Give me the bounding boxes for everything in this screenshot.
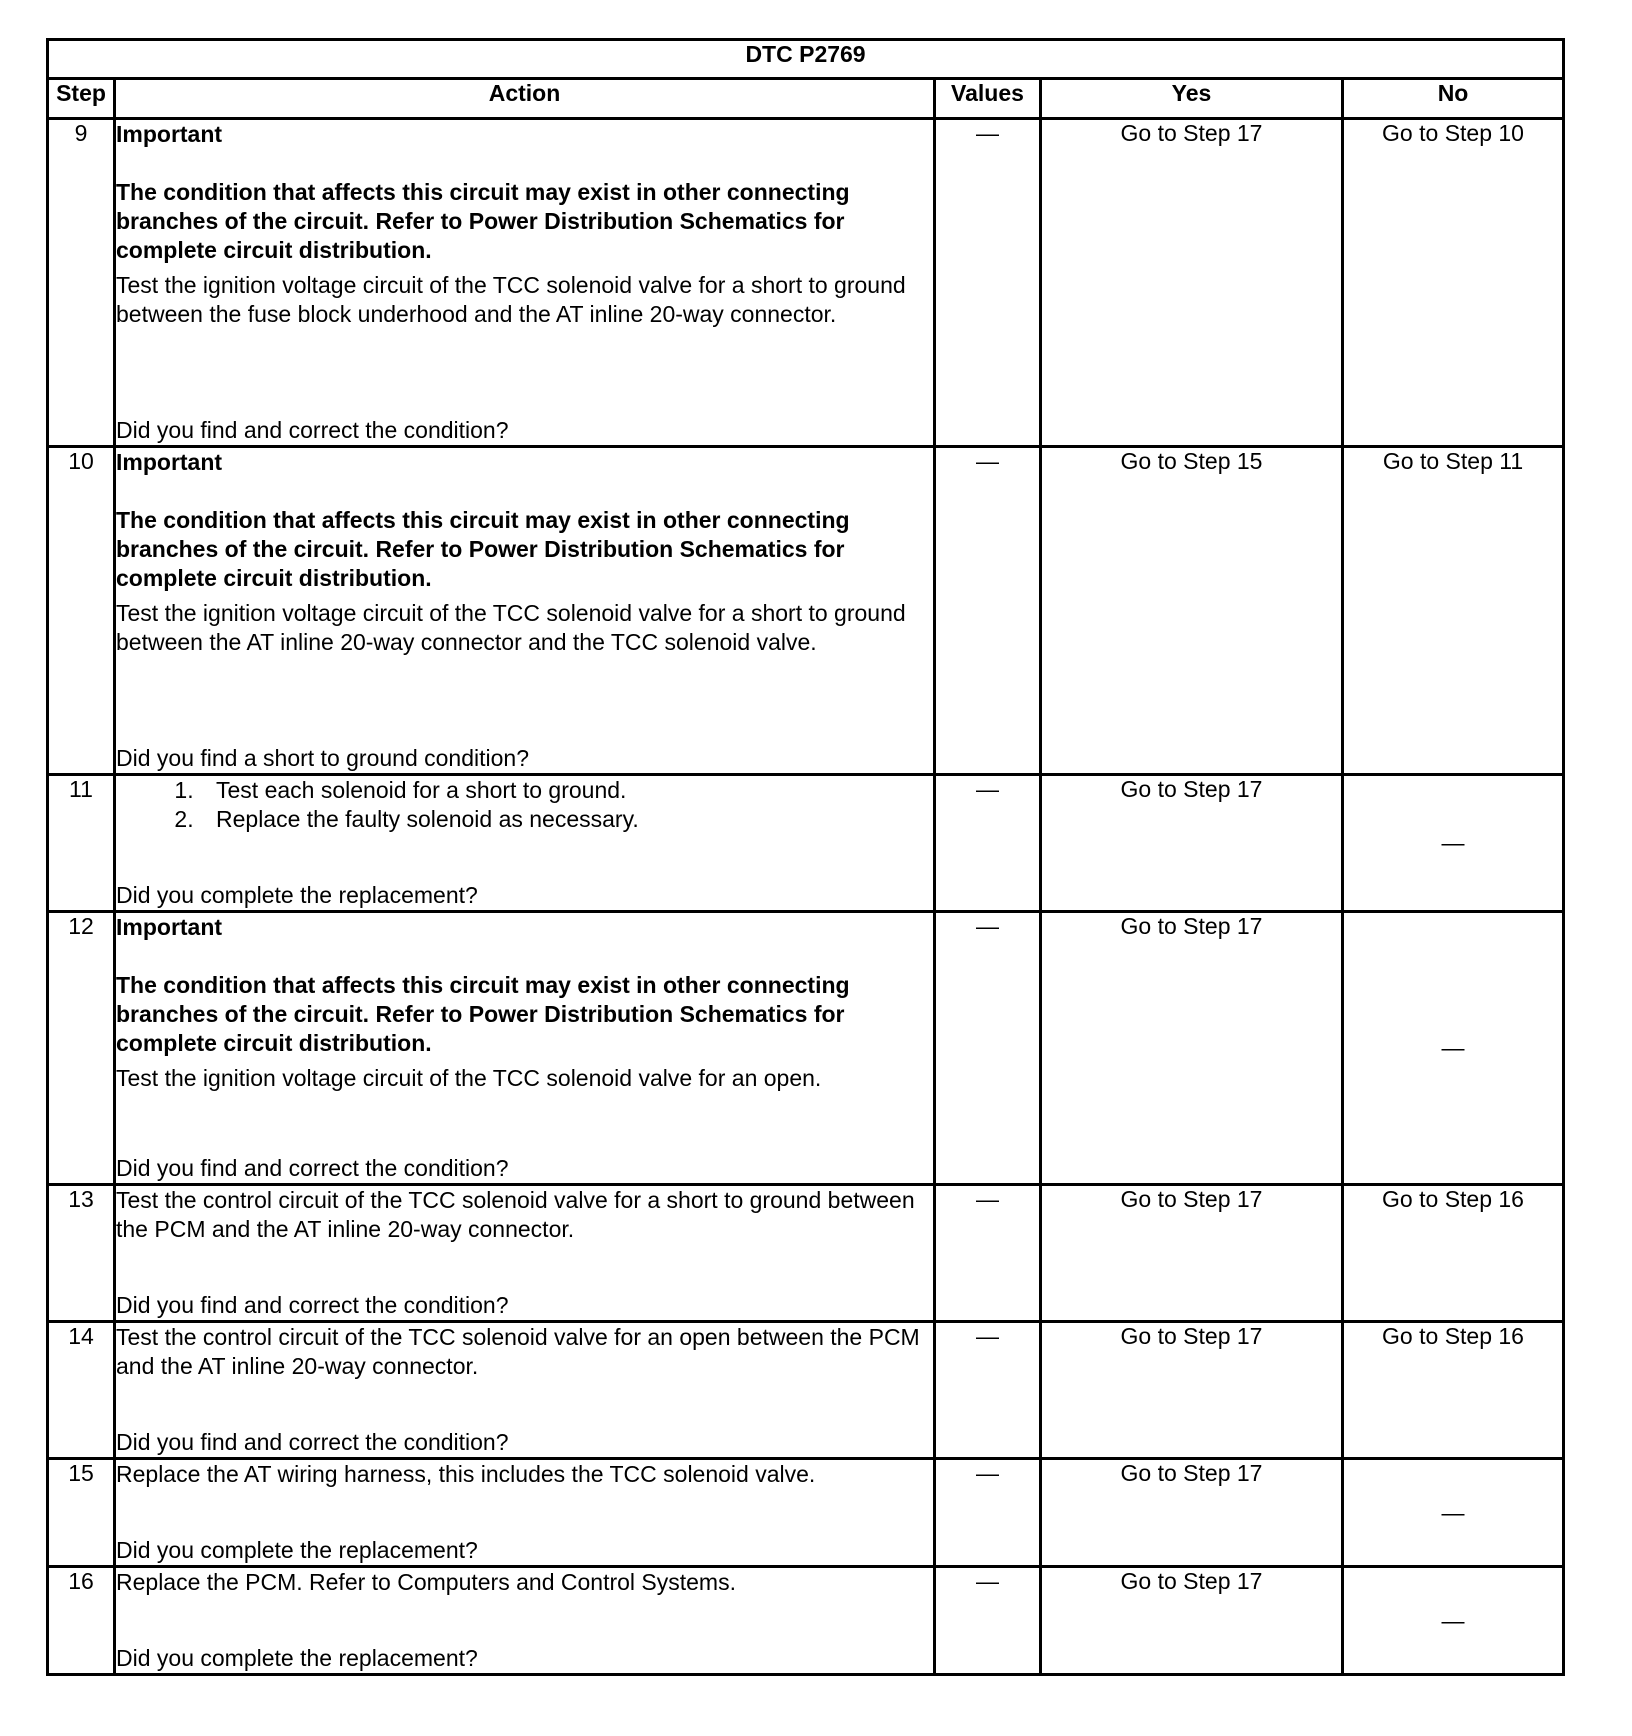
table-row [48,1459,1564,1567]
no-cell: Go to Step 16 [1343,1322,1564,1459]
no-cell [1343,912,1564,1185]
action-cell [115,1459,935,1567]
step-number: 11 [48,775,115,912]
action-text: Replace the PCM. Refer to Computers and Control Systems. [116,1569,736,1595]
table-row [48,1322,1564,1459]
list-item: 2. Replace the faulty solenoid as necessary. [200,805,933,834]
action-cell [115,775,935,912]
action-question: Did you find and correct the condition? [116,1155,509,1181]
important-heading: Important [116,121,223,147]
no-dash: — [1441,1034,1465,1061]
table-row [48,119,1564,447]
important-note: The condition that affects this circuit may exist in other connecting branches of the circuit. Refer to Power Distribution Schematics for complete circuit distribution. [116,972,850,1056]
no-cell [1343,1459,1564,1567]
action-question: Did you complete the replacement? [116,1537,478,1563]
table-row [48,1567,1564,1675]
important-note: The condition that affects this circuit may exist in other connecting branches of the circuit. Refer to Power Distribution Schematics for complete circuit distribution. [116,507,850,591]
action-cell [115,119,935,447]
yes-cell: Go to Step 17 [1041,1567,1343,1675]
action-list [116,776,933,834]
important-heading: Important [116,449,223,475]
no-dash: — [1441,1499,1465,1525]
important-note: The condition that affects this circuit may exist in other connecting branches of the circuit. Refer to Power Distribution Schematics for complete circuit distribution. [116,179,850,263]
action-text: Test the ignition voltage circuit of the TCC solenoid valve for a short to ground between the fuse block underhood and the AT inline 20-way connector. [116,272,906,327]
values-cell: — [935,119,1041,447]
action-text: Test the ignition voltage circuit of the TCC solenoid valve for an open. [116,1065,822,1091]
yes-cell: Go to Step 17 [1041,1322,1343,1459]
action-question: Did you find and correct the condition? [116,1429,509,1455]
table-row [48,1185,1564,1322]
yes-cell: Go to Step 15 [1041,447,1343,775]
step-number: 15 [48,1459,115,1567]
no-dash: — [1441,829,1465,856]
no-cell [1343,1567,1564,1675]
header-action: Action [115,79,935,119]
action-question: Did you find and correct the condition? [116,417,509,443]
action-cell [115,1567,935,1675]
step-number: 13 [48,1185,115,1322]
action-question: Did you find a short to ground condition? [116,745,529,771]
table-title: DTC P2769 [48,40,1564,79]
step-number: 12 [48,912,115,1185]
values-cell: — [935,1459,1041,1567]
yes-cell: Go to Step 17 [1041,1459,1343,1567]
header-no: No [1343,79,1564,119]
step-number: 14 [48,1322,115,1459]
step-number: 10 [48,447,115,775]
header-step: Step [48,79,115,119]
yes-cell: Go to Step 17 [1041,1185,1343,1322]
no-cell [1343,775,1564,912]
values-cell: — [935,1322,1041,1459]
step-number: 16 [48,1567,115,1675]
action-question: Did you find and correct the condition? [116,1292,509,1318]
values-cell: — [935,912,1041,1185]
action-cell [115,1185,935,1322]
yes-cell: Go to Step 17 [1041,119,1343,447]
yes-cell: Go to Step 17 [1041,775,1343,912]
yes-cell: Go to Step 17 [1041,912,1343,1185]
list-item: 1. Test each solenoid for a short to ground. [200,776,933,805]
action-cell [115,912,935,1185]
no-cell: Go to Step 10 [1343,119,1564,447]
action-text: Replace the AT wiring harness, this includes the TCC solenoid valve. [116,1461,816,1487]
action-question: Did you complete the replacement? [116,1645,478,1671]
action-text: Test the control circuit of the TCC solenoid valve for a short to ground between the PCM and the AT inline 20-way connector. [116,1187,915,1242]
action-question: Did you complete the replacement? [116,882,478,908]
table-row [48,447,1564,775]
important-heading: Important [116,914,223,940]
action-text: Test the control circuit of the TCC solenoid valve for an open between the PCM and the AT inline 20-way connector. [116,1324,920,1379]
values-cell: — [935,1567,1041,1675]
step-number: 9 [48,119,115,447]
no-cell: Go to Step 11 [1343,447,1564,775]
values-cell: — [935,447,1041,775]
values-cell: — [935,1185,1041,1322]
no-cell: Go to Step 16 [1343,1185,1564,1322]
dtc-table [46,38,1565,1676]
table-row [48,912,1564,1185]
action-cell [115,1322,935,1459]
header-yes: Yes [1041,79,1343,119]
table-row [48,775,1564,912]
values-cell: — [935,775,1041,912]
no-dash: — [1441,1607,1465,1633]
action-cell [115,447,935,775]
header-values: Values [935,79,1041,119]
action-text: Test the ignition voltage circuit of the TCC solenoid valve for a short to ground between the AT inline 20-way connector and the TCC solenoid valve. [116,600,906,655]
